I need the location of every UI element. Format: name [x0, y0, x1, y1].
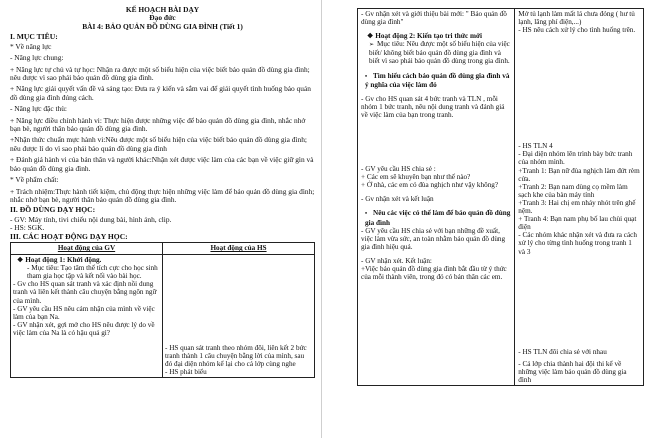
materials-teacher: - GV: Máy tính, tivi chiếu nội dung bài, hình ảnh, clip.: [10, 214, 172, 224]
part1-student-line: +Tranh 3: Hai chị em nhảy nhót trên ghế nệm.: [518, 198, 636, 216]
activities-heading: III. CÁC HOẠT ĐỘNG DẠY HỌC:: [10, 231, 128, 241]
materials-student: - HS: SGK.: [10, 223, 45, 233]
competence-label: * Về năng lực: [10, 41, 52, 51]
teacher-step: - GV yêu cầu HS nêu cảm nhận của mình về việc làm của bạn Na.: [13, 304, 155, 321]
activity1-goal: - Mục tiêu: Tạo tâm thế tích cực cho học sinh tham gia học tập và kết nối vào bài học.: [27, 263, 158, 280]
activities-table: [10, 242, 315, 378]
teacher-column-header: Hoạt động của GV: [11, 243, 163, 254]
lesson-plan-title: KẾ HOẠCH BÀI DẠY: [125, 5, 200, 14]
quality-label: * Về phẩm chất:: [10, 175, 59, 185]
conclusion-student: - Cả lớp chia thành hai đội thi kể về những việc làm bảo quản đồ dùng gia đình: [518, 359, 627, 384]
general-item: + Năng lực tự chủ và tự học: Nhận ra được một số biểu hiện của việc biết bảo quản đồ dùng gia đình; nêu được vì sao phải bảo quản đồ dùng gia đình.: [10, 64, 310, 83]
materials-heading: II. ĐỒ DÙNG DẠY HỌC:: [10, 205, 96, 215]
student-answer: - HS nêu cách xử lý cho tình huống trên.: [518, 26, 636, 35]
part1-student-line: - Đại diện nhóm lên trình bày bức tranh của nhóm mình.: [518, 150, 633, 167]
share-teacher-line: + Các em sẽ khuyên bạn như thế nào?: [361, 173, 471, 182]
student-cell: [515, 9, 644, 386]
specific-competence-label: - Năng lực đặc thù:: [10, 104, 67, 114]
activity2-title: ❖ Hoạt động 2: Kiến tạo tri thức mới: [367, 32, 482, 41]
right-page: [323, 0, 650, 438]
general-item: + Năng lực giải quyết vấn đề và sáng tạo: Đưa ra ý kiến và sắm vai để giải quyết tình huống bảo quản đồ dùng gia đình đúng cách.: [10, 84, 311, 102]
activity1-title: ❖ Hoạt động 1: Khởi động.: [17, 255, 102, 264]
teacher-step: - Gv cho HS quan sát tranh và xác định nồi dung tranh và liên kết thành câu chuyện bằng ngôn ngữ của mình.: [13, 280, 157, 305]
specific-item: +Nhận thức chuẩn mực hành vi:Nêu được một số biểu hiện của việc biết bảo quản đồ dùng gia đình; nêu được lí do vì sao phải bảo quản đồ dùng gia đình: [10, 135, 307, 153]
teacher-cell: [358, 9, 515, 386]
objectives-heading: I. MỤC TIÊU:: [10, 32, 58, 42]
part1-student-line: +Tranh 2: Bạn nam dùng cọ mềm làm sạch khe của bàn máy tính: [518, 182, 628, 199]
part1-teacher: - Gv cho HS quan sát 4 bức tranh và TLN , mỗi nhóm 1 bức tranh, nêu nội dung tranh và đánh giá về việc làm của bạn trong tranh.: [361, 94, 505, 119]
student-step: - HS phát biểu: [165, 368, 207, 377]
arrow-bullet-icon: ➢: [369, 42, 375, 49]
intro-new-lesson: - Gv nhận xét và giới thiệu bài mới: " Bảo quản đồ dùng gia đình": [361, 10, 507, 27]
continuation-table: [357, 8, 644, 386]
student-answer: Mở tủ lạnh làm mất lá chưa đóng ( hư tủ lạnh, lãng phí điện,...): [518, 10, 635, 27]
dot-bullet-icon: •: [365, 211, 368, 218]
part2-student: - HS TLN đôi chia sẻ với nhau: [518, 347, 607, 356]
student-cell: [163, 254, 315, 378]
part1-student-line: +Tranh 1: Bạn nữ đùa nghịch làm đứt rèm cửa.: [518, 166, 640, 183]
conclusion-teacher-line: - GV nhận xét. Kết luận:: [361, 256, 432, 265]
general-competence-label: - Năng lực chung:: [10, 53, 64, 63]
conclusion-teacher-line: +Việc bảo quản đồ dùng gia đình bắt đầu từ ý thức của mỗi thành viên, trong đó có bản thân các em.: [361, 264, 507, 282]
review-teacher: - Gv nhận xét và kết luận: [361, 195, 434, 204]
specific-item: + Năng lực điều chỉnh hành vi: Thực hiện được những việc để bảo quản đồ dùng gia đình, nhắc nhở bạn bè, người thân bảo quản đồ dùng gia đình.: [10, 115, 306, 134]
specific-item: + Đánh giá hành vi của bản thân và người khác:Nhận xét được việc làm của các bạn về việc giữ gìn và bảo quản đồ dùng gia đình.: [10, 155, 314, 173]
student-column-header: Hoạt động của HS: [163, 243, 315, 254]
part2-teacher: - GV yêu cầu HS chia sẻ với bạn những đề xuất, việc làm vừa sức, an toàn nhằm bảo quản đồ dùng gia đình hiệu quả.: [361, 226, 506, 251]
subject-label: Đạo đức: [149, 13, 176, 23]
part2-title: • Nêu các việc có thể làm để bảo quản đồ dùng gia đình: [365, 209, 511, 227]
share-teacher-line: - GV yêu cầu HS chia sẻ :: [361, 165, 436, 174]
part1-student-line: - Các nhóm khác nhận xét và đưa ra cách xử lý cho từng tình huống trong tranh 1 và 3: [518, 231, 637, 256]
diamond-bullet-icon: ❖: [17, 255, 24, 264]
left-page: [0, 0, 322, 438]
teacher-cell: [11, 254, 163, 378]
teacher-step: - GV nhận xét, gợi mở cho HS nêu được lý do về việc làm của Na là có hậu quả gì?: [13, 321, 155, 338]
share-teacher-line: + Ở nhà, các em có đùa nghịch như vậy không?: [361, 181, 499, 190]
diamond-bullet-icon: ❖: [367, 32, 374, 41]
quality-item: + Trách nhiệm:Thực hành tiết kiệm, chủ động thực hiện những việc làm để bảo quản đồ dùng gia đình; nhắc nhở bạn bè, người thân bảo quản đồ dùng gia đình.: [10, 186, 315, 204]
dot-bullet-icon: •: [365, 73, 368, 80]
part1-title: • Tìm hiểu cách bảo quản đồ dùng gia đình và ý nghĩa của việc làm đó: [365, 71, 510, 89]
student-step: - HS quan sát tranh theo nhóm đôi, liên kết 2 bức tranh thành 1 câu chuyện bằng lời của mình, sau đó đại diện nhóm kể lại cho cả lớp cùng nghe: [165, 343, 307, 368]
lesson-title: BÀI 4: BẢO QUẢN ĐỒ DÙNG GIA ĐÌNH (Tiết 1): [82, 21, 243, 31]
part1-student-line: + Tranh 4: Bạn nam phụ bố lau chùi quạt điện: [518, 215, 637, 232]
activity2-goal: ➢ Mục tiêu: Nêu được một số biểu hiện của việc biết/ không biết bảo quản đồ dùng gia đình và biết vì sao phải bảo quản đồ dùng trong gia đình.: [369, 40, 510, 66]
part1-student-line: - HS TLN 4: [518, 142, 553, 151]
